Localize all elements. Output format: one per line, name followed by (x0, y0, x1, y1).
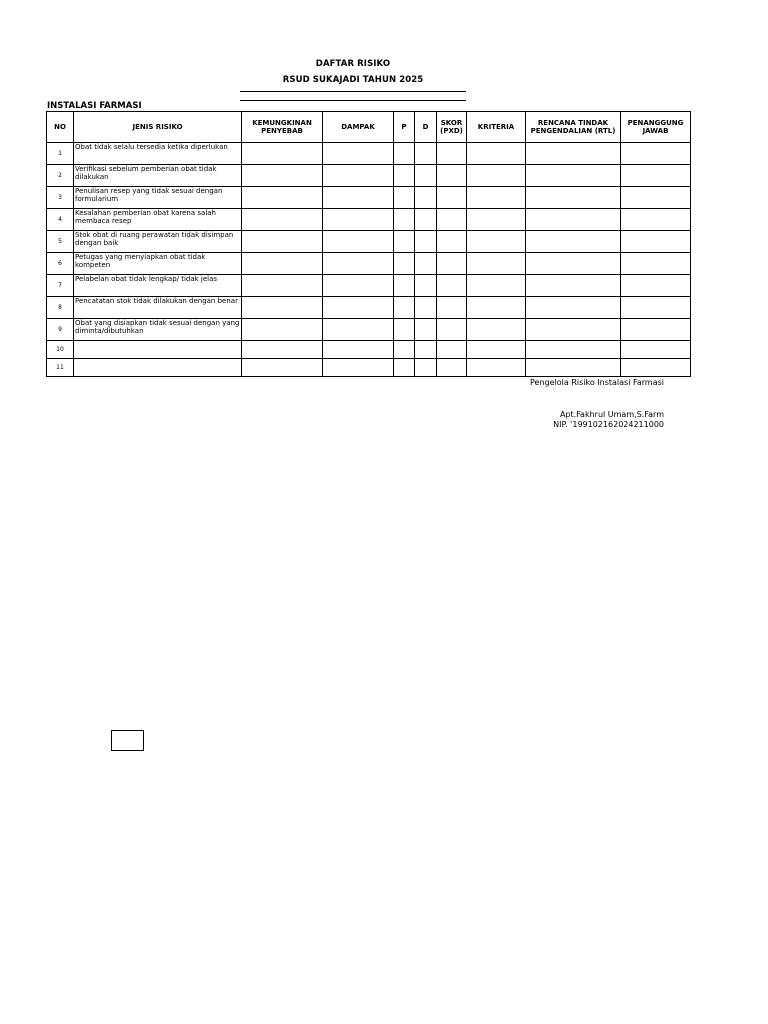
cell-rtl (526, 341, 621, 359)
cell-kemungkinan-penyebab (242, 359, 323, 377)
cell-skor (437, 143, 467, 165)
cell-penanggung-jawab (621, 187, 691, 209)
table-row (47, 165, 691, 187)
signature-name: Apt.Fakhrul Umam,S.Farm (559, 410, 664, 419)
cell-kriteria (467, 187, 526, 209)
cell-dampak (323, 253, 394, 275)
table-row (47, 187, 691, 209)
cell-d (415, 187, 437, 209)
cell-rtl (526, 275, 621, 297)
header-skor: SKOR (PXD) (437, 112, 467, 143)
cell-skor (437, 253, 467, 275)
risk-description: Penulisan resep yang tidak sesuai dengan formularium (74, 187, 242, 209)
cell-p (394, 165, 415, 187)
cell-kriteria (467, 143, 526, 165)
cell-kriteria (467, 275, 526, 297)
table-header-row (47, 112, 691, 143)
cell-d (415, 165, 437, 187)
cell-skor (437, 275, 467, 297)
cell-d (415, 231, 437, 253)
header-d: D (415, 112, 437, 143)
cell-kemungkinan-penyebab (242, 341, 323, 359)
cell-rtl (526, 319, 621, 341)
cell-penanggung-jawab (621, 165, 691, 187)
cell-d (415, 341, 437, 359)
cell-d (415, 253, 437, 275)
cell-kriteria (467, 209, 526, 231)
row-number: 6 (47, 253, 74, 275)
cell-skor (437, 297, 467, 319)
cell-kriteria (467, 359, 526, 377)
signature-role: Pengelola Risiko Instalasi Farmasi (530, 378, 664, 387)
cell-skor (437, 209, 467, 231)
cell-kriteria (467, 319, 526, 341)
cell-kemungkinan-penyebab (242, 209, 323, 231)
cell-skor (437, 187, 467, 209)
risk-table (46, 111, 691, 377)
header-p: P (394, 112, 415, 143)
table-row (47, 275, 691, 297)
cell-dampak (323, 341, 394, 359)
cell-dampak (323, 165, 394, 187)
cell-kriteria (467, 341, 526, 359)
cell-kriteria (467, 231, 526, 253)
table-row (47, 297, 691, 319)
header-jenis-risiko: JENIS RISIKO (74, 112, 242, 143)
cell-rtl (526, 297, 621, 319)
cell-skor (437, 319, 467, 341)
risk-description: Stok obat di ruang perawatan tidak disimpan dengan baik (74, 231, 242, 253)
row-number: 9 (47, 319, 74, 341)
cell-kemungkinan-penyebab (242, 231, 323, 253)
cell-skor (437, 231, 467, 253)
header-dampak: DAMPAK (323, 112, 394, 143)
cell-d (415, 359, 437, 377)
cell-p (394, 253, 415, 275)
row-number: 4 (47, 209, 74, 231)
header-kriteria: KRITERIA (467, 112, 526, 143)
cell-p (394, 143, 415, 165)
risk-description: Verifikasi sebelum pemberian obat tidak dilakukan (74, 165, 242, 187)
row-number: 11 (47, 359, 74, 377)
row-number: 7 (47, 275, 74, 297)
row-number: 10 (47, 341, 74, 359)
cell-penanggung-jawab (621, 297, 691, 319)
table-row (47, 359, 691, 377)
cell-rtl (526, 165, 621, 187)
table-row (47, 341, 691, 359)
cell-p (394, 187, 415, 209)
risk-description: Obat yang disiapkan tidak sesuai dengan yang diminta/dibutuhkan (74, 319, 242, 341)
table-row (47, 231, 691, 253)
risk-description (74, 341, 242, 359)
cell-dampak (323, 231, 394, 253)
document-subtitle: RSUD SUKAJADI TAHUN 2025 (282, 75, 424, 85)
row-number: 8 (47, 297, 74, 319)
cell-d (415, 143, 437, 165)
cell-kemungkinan-penyebab (242, 297, 323, 319)
cell-skor (437, 341, 467, 359)
cell-penanggung-jawab (621, 359, 691, 377)
table-row (47, 253, 691, 275)
cell-d (415, 275, 437, 297)
cell-dampak (323, 187, 394, 209)
title-divider-top (240, 91, 466, 92)
signature-nip: NIP. '199102162024211000 (553, 420, 664, 429)
cell-rtl (526, 231, 621, 253)
cell-p (394, 341, 415, 359)
cell-d (415, 297, 437, 319)
cell-penanggung-jawab (621, 231, 691, 253)
cell-penanggung-jawab (621, 275, 691, 297)
risk-description: Obat tidak selalu tersedia ketika diperlukan (74, 143, 242, 165)
row-number: 3 (47, 187, 74, 209)
cell-p (394, 275, 415, 297)
cell-skor (437, 165, 467, 187)
cell-kriteria (467, 297, 526, 319)
cell-kriteria (467, 253, 526, 275)
cell-rtl (526, 209, 621, 231)
row-number: 2 (47, 165, 74, 187)
cell-d (415, 319, 437, 341)
cell-kemungkinan-penyebab (242, 253, 323, 275)
cell-dampak (323, 297, 394, 319)
cell-rtl (526, 253, 621, 275)
risk-description: Kesalahan pemberian obat karena salah membaca resep (74, 209, 242, 231)
cell-penanggung-jawab (621, 341, 691, 359)
cell-kemungkinan-penyebab (242, 143, 323, 165)
cell-kriteria (467, 165, 526, 187)
cell-rtl (526, 187, 621, 209)
title-divider-bottom (240, 100, 466, 101)
cell-kemungkinan-penyebab (242, 275, 323, 297)
risk-description: Petugas yang menyiapkan obat tidak kompeten (74, 253, 242, 275)
cell-rtl (526, 143, 621, 165)
cell-penanggung-jawab (621, 209, 691, 231)
document-title: DAFTAR RISIKO (315, 59, 391, 69)
cell-p (394, 209, 415, 231)
cell-dampak (323, 319, 394, 341)
table-row (47, 319, 691, 341)
cell-penanggung-jawab (621, 319, 691, 341)
risk-description: Pencatatan stok tidak dilakukan dengan benar (74, 297, 242, 319)
cell-d (415, 209, 437, 231)
table-row (47, 209, 691, 231)
cell-dampak (323, 359, 394, 377)
cell-p (394, 319, 415, 341)
header-penanggung-jawab: PENANGGUNG JAWAB (621, 112, 691, 143)
risk-description: Pelabelan obat tidak lengkap/ tidak jelas (74, 275, 242, 297)
empty-box (111, 730, 144, 751)
header-no: NO (47, 112, 74, 143)
cell-dampak (323, 275, 394, 297)
cell-penanggung-jawab (621, 143, 691, 165)
cell-p (394, 359, 415, 377)
cell-dampak (323, 143, 394, 165)
cell-p (394, 297, 415, 319)
header-rtl: RENCANA TINDAK PENGENDALIAN (RTL) (526, 112, 621, 143)
cell-penanggung-jawab (621, 253, 691, 275)
cell-skor (437, 359, 467, 377)
cell-dampak (323, 209, 394, 231)
cell-kemungkinan-penyebab (242, 187, 323, 209)
cell-p (394, 231, 415, 253)
risk-description (74, 359, 242, 377)
cell-rtl (526, 359, 621, 377)
unit-label: INSTALASI FARMASI (47, 101, 142, 111)
row-number: 5 (47, 231, 74, 253)
cell-kemungkinan-penyebab (242, 319, 323, 341)
table-row (47, 143, 691, 165)
header-kemungkinan-penyebab: KEMUNGKINAN PENYEBAB (242, 112, 323, 143)
cell-kemungkinan-penyebab (242, 165, 323, 187)
row-number: 1 (47, 143, 74, 165)
